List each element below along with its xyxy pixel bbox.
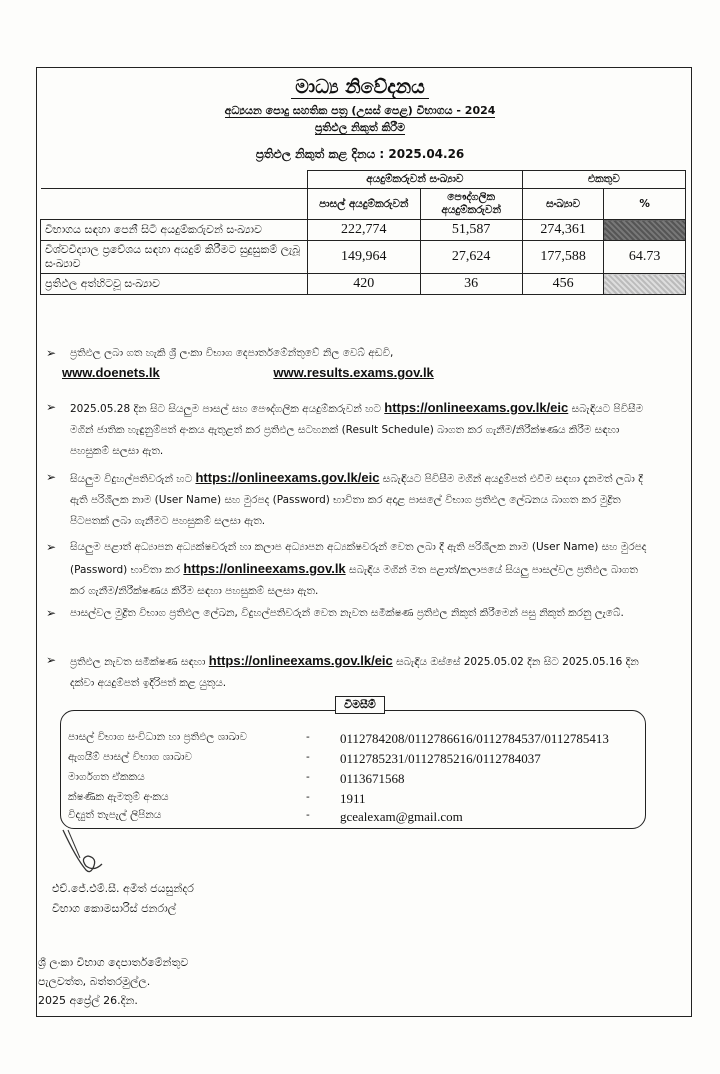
total-header: එකතුව xyxy=(522,171,685,189)
eic-link[interactable]: https://onlineexams.gov.lk/eic xyxy=(195,470,380,485)
percent-value: 64.73 xyxy=(604,241,686,274)
col-percent: % xyxy=(604,189,686,220)
document-title: මාධ්‍ය නිවේදනය xyxy=(0,76,720,98)
count-value: 274,361 xyxy=(522,220,604,241)
row-label: විභාගය සඳහා පෙනී සිටි අයදුම්කරුවන් සංඛ්‍යාව xyxy=(41,220,308,241)
arrow-icon: ➢ xyxy=(46,606,57,620)
notice-5: ➢ පාසල්වල මුද්‍රිත විභාග ප්‍රතිඵල ලේඛන, විදුහල්පතිවරුන් වෙත නැවත සමීක්ෂණ ප්‍රතිඵල නිකුත් කිරීමෙන් පසු නිකුත් කරනු ලැබේ. xyxy=(46,603,652,624)
eic-link[interactable]: https://onlineexams.gov.lk/eic xyxy=(208,653,393,668)
count-value: 456 xyxy=(522,274,604,295)
eic-link[interactable]: https://onlineexams.gov.lk/eic xyxy=(384,400,569,415)
notice-2: ➢ 2025.05.28 දින සිට සියලුම පාසල් සහ පෞද්ගලික අයදුම්කරුවන් හට https://onlineexams.gov.lk/eic සබැඳියට පිවිසීම මගින් ජාතික හැඳුනුම්පත් අංකය ඇතුළත් කර ප්‍රතිඵල සටහනක් (Result Schedule) බාගත කර ගැනීම/නිරීක්ෂණය කිරීම සඳහා පහසුකම් සලසා ඇත. xyxy=(46,397,652,462)
applicants-header: අයදුම්කරුවන් සංඛ්‍යාව xyxy=(307,171,522,189)
school-value: 149,964 xyxy=(307,241,420,274)
signatory-name: එච්.ජේ.එම්.සී. අමිත් ජයසුන්දර xyxy=(52,882,194,895)
website-links xyxy=(62,365,434,380)
table-row xyxy=(41,241,686,274)
notice-1: ➢ ප්‍රතිඵල ලබා ගත හැකි ශ්‍රී ලංකා විභාග දෙපාර්තමේන්තුවේ නිල වෙබ් අඩවි, xyxy=(46,343,652,364)
results-table xyxy=(40,170,686,295)
department-address: පැලවත්ත, බත්තරමුල්ල. xyxy=(38,975,151,988)
notice-4: ➢ සියලුම පළාත් අධ්‍යාපන අධ්‍යක්ෂවරුන් හා කලාප අධ්‍යාපන අධ්‍යක්ෂවරුන් වෙත ලබා දී ඇති පරිශීලක නාම (User Name) සහ මුරපද (Password) භාවිතා කර https://onlineexams.gov.lk සබැඳිය මගින් මත පළාත්/කලාපයේ සියලු පාසල්වල ප්‍රතිඵල බාගත කර ගැනීම/නිරීක්ෂණය කිරීම සඳහා පහසුකම් සලසා ඇත. xyxy=(46,537,652,602)
document-subtitle-2: ප්‍රතිඵල නිකුත් කිරීම xyxy=(314,121,406,134)
percent-value xyxy=(604,220,686,241)
col-school: පාසල් අයදුම්කරුවන් xyxy=(307,189,420,220)
email-value[interactable]: gcealexam@gmail.com xyxy=(340,809,463,824)
notice-6: ➢ ප්‍රතිඵල නැවත සමීක්ෂණ සඳහා https://onlineexams.gov.lk/eic සබැඳිය ඔස්සේ 2025.05.02 දින සිට 2025.05.16 දින දක්වා අයදුම්පත් ඉදිරිපත් කළ යුතුය. xyxy=(46,650,652,694)
arrow-icon: ➢ xyxy=(46,470,57,484)
signatory-designation: විභාග කොමසාරිස් ජනරාල් xyxy=(52,902,177,915)
row-label: විශ්වවිද්‍යාල ප්‍රවේශය සඳහා අයදුම් කිරීමට සුදුසුකම් ලැබූ සංඛ්‍යාව xyxy=(41,241,308,274)
department-name: ශ්‍රී ලංකා විභාග දෙපාර්තමේන්තුව xyxy=(38,956,189,969)
release-date: ප්‍රතිඵල නිකුත් කළ දිනය : 2025.04.26 xyxy=(255,147,465,161)
document-date: 2025 අප්‍රේල් 26.දින. xyxy=(38,994,138,1007)
arrow-icon: ➢ xyxy=(46,400,57,414)
notice-3: ➢ සියලුම විදුහල්පතිවරුන් හට https://onlineexams.gov.lk/eic සබැඳියට පිවිසීම මගින් අයදුම්පත් එවීම සඳහා දැනමත් ලබා දී ඇති පරිශීලක නාම (User Name) සහ මුරපද (Password) භාවිතා කර අදාළ පාසලේ විභාග ප්‍රතිඵල ලේඛනය බාගත කර මුද්‍රිත පිටපතක් ලබා ගැනීමට පහසුකම් සලසා ඇත. xyxy=(46,467,652,532)
table-row xyxy=(41,274,686,295)
school-value: 222,774 xyxy=(307,220,420,241)
arrow-icon: ➢ xyxy=(46,346,57,360)
percent-value xyxy=(604,274,686,295)
col-private: පෞද්ගලික අයදුම්කරුවන් xyxy=(420,189,522,220)
arrow-icon: ➢ xyxy=(46,653,57,667)
col-count: සංඛ්‍යාව xyxy=(522,189,604,220)
table-row xyxy=(41,220,686,241)
contact-title: විමසීම් xyxy=(0,693,720,714)
onlineexams-link[interactable]: https://onlineexams.gov.lk xyxy=(183,561,346,576)
results-link[interactable]: www.results.exams.gov.lk xyxy=(273,365,434,380)
count-value: 177,588 xyxy=(522,241,604,274)
private-value: 36 xyxy=(420,274,522,295)
arrow-icon: ➢ xyxy=(46,540,57,554)
school-value: 420 xyxy=(307,274,420,295)
row-label: ප්‍රතිඵල අත්හිටවූ සංඛ්‍යාව xyxy=(41,274,308,295)
private-value: 51,587 xyxy=(420,220,522,241)
document-subtitle: අධ්‍යයන පොදු සහතික පත්‍ර (උසස් පෙළ) විභාගය - 2024 xyxy=(224,104,496,117)
signature-image xyxy=(58,828,128,878)
private-value: 27,624 xyxy=(420,241,522,274)
doenets-link[interactable]: www.doenets.lk xyxy=(62,365,160,380)
